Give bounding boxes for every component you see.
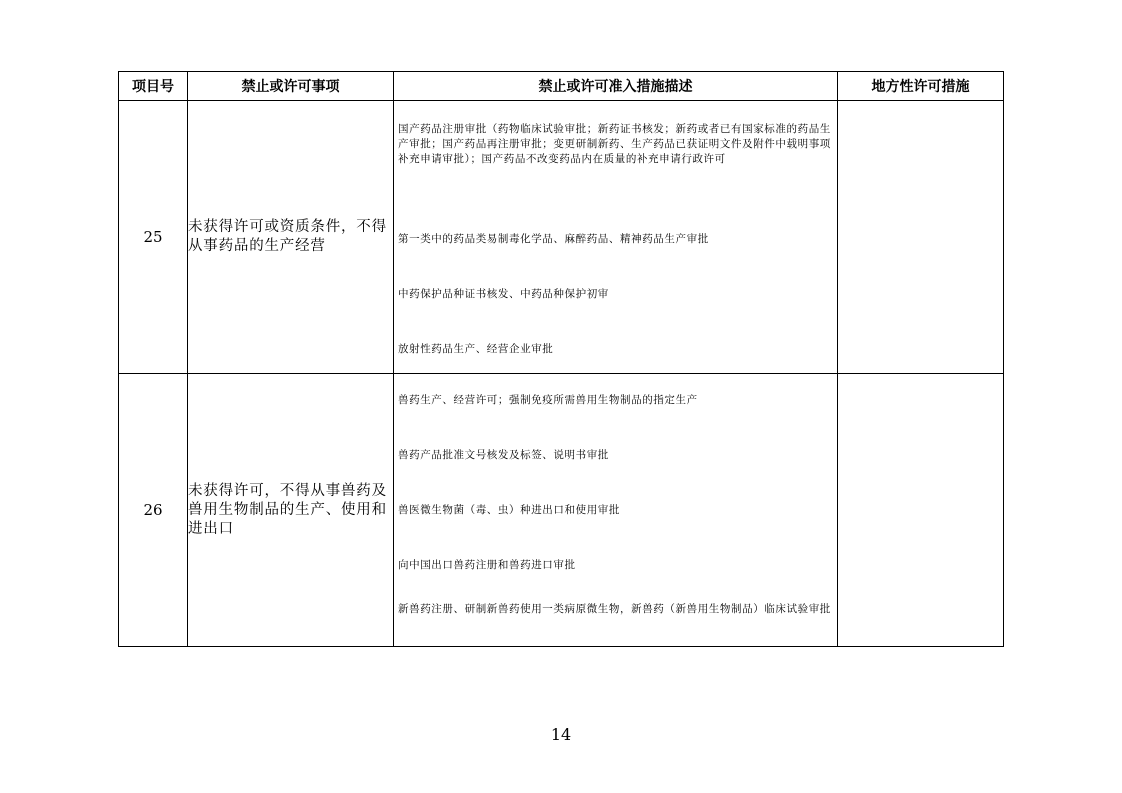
regulation-table	[118, 71, 1004, 647]
row-number: 25	[119, 101, 188, 374]
row-item: 未获得许可或资质条件，不得从事药品的生产经营	[188, 101, 394, 374]
measure-text: 第一类中的药品类易制毒化学品、麻醉药品、精神药品生产审批	[398, 233, 709, 245]
measure-text: 向中国出口兽药注册和兽药进口审批	[398, 559, 576, 571]
measure-text: 中药保护品种证书核发、中药品种保护初审	[398, 288, 609, 300]
header-project-number: 项目号	[119, 72, 188, 101]
page-number: 14	[550, 725, 572, 744]
measure-text: 国产药品注册审批（药物临床试验审批；新药证书核发；新药或者已有国家标准的药品生产审批；国产药品再注册审批；变更研制新药、生产药品已获证明文件及附件中载明事项补充申请审批）；国产药品不改变药品内在质量的补充申请行政许可	[398, 123, 831, 165]
measure-text: 兽医微生物菌（毒、虫）种进出口和使用审批	[398, 504, 620, 516]
row-description	[394, 374, 838, 647]
row-item: 未获得许可，不得从事兽药及兽用生物制品的生产、使用和进出口	[188, 374, 394, 647]
row-local-measures	[838, 374, 1004, 647]
measure-text: 兽药产品批准文号核发及标签、说明书审批	[398, 449, 609, 461]
row-description	[394, 101, 838, 374]
measure-text: 放射性药品生产、经营企业审批	[398, 343, 554, 355]
table-row	[119, 101, 1004, 374]
table-header-row	[119, 72, 1004, 101]
row-number: 26	[119, 374, 188, 647]
header-description: 禁止或许可准入措施描述	[394, 72, 838, 101]
table-row	[119, 374, 1004, 647]
header-item: 禁止或许可事项	[188, 72, 394, 101]
row-local-measures	[838, 101, 1004, 374]
header-local-measures: 地方性许可措施	[838, 72, 1004, 101]
measure-text: 兽药生产、经营许可；强制免疫所需兽用生物制品的指定生产	[398, 394, 698, 406]
measure-text: 新兽药注册、研制新兽药使用一类病原微生物，新兽药（新兽用生物制品）临床试验审批	[398, 603, 831, 615]
